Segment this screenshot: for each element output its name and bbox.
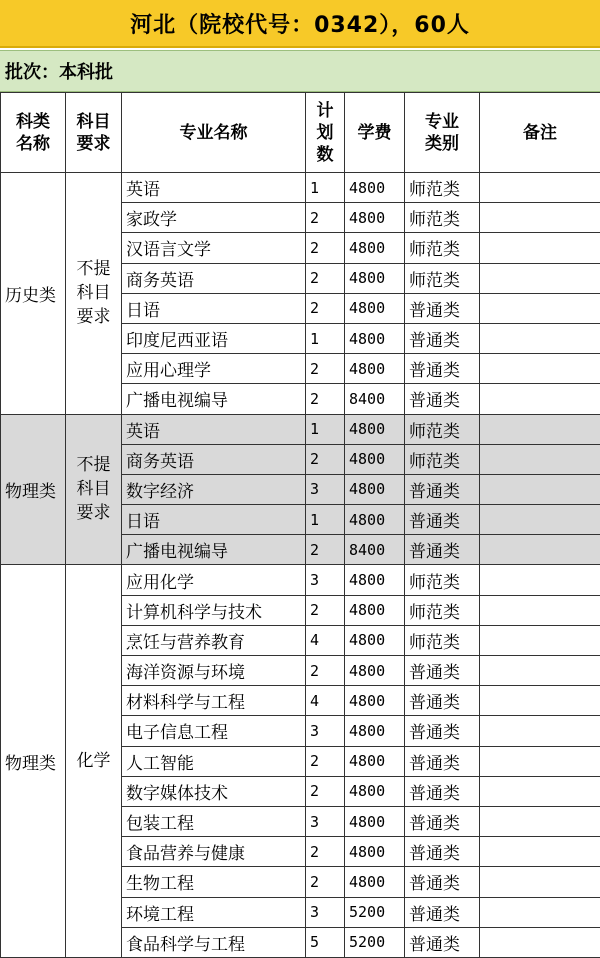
type-cell: 普通类 <box>405 927 480 957</box>
notes-cell <box>480 293 600 323</box>
header-plan: 计划数 <box>306 93 345 173</box>
plan-cell: 2 <box>306 595 345 625</box>
plan-cell: 2 <box>306 354 345 384</box>
plan-cell: 2 <box>306 263 345 293</box>
notes-cell <box>480 233 600 263</box>
plan-cell: 2 <box>306 837 345 867</box>
major-cell: 电子信息工程 <box>122 716 306 746</box>
major-cell: 家政学 <box>122 203 306 233</box>
fee-cell: 4800 <box>345 565 405 595</box>
batch-label: 批次：本科批 <box>0 50 600 92</box>
type-cell: 师范类 <box>405 233 480 263</box>
plan-cell: 2 <box>306 535 345 565</box>
major-cell: 数字媒体技术 <box>122 776 306 806</box>
table-row <box>1 173 600 203</box>
fee-cell: 8400 <box>345 535 405 565</box>
notes-cell <box>480 535 600 565</box>
notes-cell <box>480 414 600 444</box>
notes-cell <box>480 776 600 806</box>
plan-cell: 2 <box>306 384 345 414</box>
major-cell: 日语 <box>122 293 306 323</box>
fee-cell: 4800 <box>345 444 405 474</box>
fee-cell: 4800 <box>345 233 405 263</box>
requirement-line: 不提 <box>76 259 111 280</box>
plan-cell: 2 <box>306 776 345 806</box>
type-cell: 普通类 <box>405 837 480 867</box>
notes-cell <box>480 444 600 474</box>
plan-cell: 2 <box>306 656 345 686</box>
notes-cell <box>480 173 600 203</box>
notes-cell <box>480 565 600 595</box>
plan-cell: 2 <box>306 867 345 897</box>
notes-cell <box>480 323 600 353</box>
notes-cell <box>480 625 600 655</box>
plan-cell: 1 <box>306 505 345 535</box>
table-row <box>1 414 600 444</box>
requirement-cell: 化学 <box>66 565 122 957</box>
category-cell: 物理类 <box>1 414 66 565</box>
plan-cell: 4 <box>306 625 345 655</box>
admission-plan-table <box>0 92 600 958</box>
major-cell: 材料科学与工程 <box>122 686 306 716</box>
plan-cell: 2 <box>306 203 345 233</box>
header-fee: 学费 <box>345 93 405 173</box>
notes-cell <box>480 595 600 625</box>
header-requirement: 科目要求 <box>66 93 122 173</box>
requirement-line: 科目 <box>76 479 111 500</box>
type-cell: 师范类 <box>405 263 480 293</box>
major-cell: 商务英语 <box>122 263 306 293</box>
type-cell: 普通类 <box>405 897 480 927</box>
fee-cell: 5200 <box>345 897 405 927</box>
plan-cell: 1 <box>306 173 345 203</box>
major-cell: 食品科学与工程 <box>122 927 306 957</box>
fee-cell: 4800 <box>345 414 405 444</box>
notes-cell <box>480 474 600 504</box>
type-cell: 普通类 <box>405 293 480 323</box>
major-cell: 英语 <box>122 173 306 203</box>
table-row <box>1 565 600 595</box>
type-cell: 普通类 <box>405 776 480 806</box>
notes-cell <box>480 263 600 293</box>
major-cell: 应用化学 <box>122 565 306 595</box>
plan-cell: 5 <box>306 927 345 957</box>
category-cell: 历史类 <box>1 173 66 415</box>
major-cell: 数字经济 <box>122 474 306 504</box>
fee-cell: 4800 <box>345 625 405 655</box>
notes-cell <box>480 203 600 233</box>
type-cell: 师范类 <box>405 203 480 233</box>
major-cell: 印度尼西亚语 <box>122 323 306 353</box>
notes-cell <box>480 927 600 957</box>
plan-cell: 3 <box>306 474 345 504</box>
header-type: 专业类别 <box>405 93 480 173</box>
major-cell: 英语 <box>122 414 306 444</box>
notes-cell <box>480 867 600 897</box>
type-cell: 师范类 <box>405 565 480 595</box>
table-body <box>1 173 600 958</box>
table-header-row <box>1 93 600 173</box>
plan-cell: 2 <box>306 444 345 474</box>
type-cell: 师范类 <box>405 595 480 625</box>
major-cell: 生物工程 <box>122 867 306 897</box>
fee-cell: 4800 <box>345 716 405 746</box>
plan-cell: 2 <box>306 746 345 776</box>
plan-cell: 1 <box>306 414 345 444</box>
header-category: 科类名称 <box>1 93 66 173</box>
plan-cell: 1 <box>306 323 345 353</box>
type-cell: 师范类 <box>405 444 480 474</box>
type-cell: 普通类 <box>405 656 480 686</box>
type-cell: 普通类 <box>405 867 480 897</box>
fee-cell: 4800 <box>345 203 405 233</box>
major-cell: 海洋资源与环境 <box>122 656 306 686</box>
type-cell: 普通类 <box>405 505 480 535</box>
major-cell: 汉语言文学 <box>122 233 306 263</box>
notes-cell <box>480 746 600 776</box>
fee-cell: 4800 <box>345 746 405 776</box>
major-cell: 广播电视编导 <box>122 535 306 565</box>
type-cell: 普通类 <box>405 806 480 836</box>
plan-cell: 3 <box>306 716 345 746</box>
type-cell: 普通类 <box>405 323 480 353</box>
type-cell: 师范类 <box>405 414 480 444</box>
notes-cell <box>480 656 600 686</box>
fee-cell: 4800 <box>345 474 405 504</box>
notes-cell <box>480 897 600 927</box>
major-cell: 日语 <box>122 505 306 535</box>
type-cell: 普通类 <box>405 686 480 716</box>
notes-cell <box>480 686 600 716</box>
header-major: 专业名称 <box>122 93 306 173</box>
major-cell: 人工智能 <box>122 746 306 776</box>
fee-cell: 4800 <box>345 173 405 203</box>
fee-cell: 5200 <box>345 927 405 957</box>
fee-cell: 4800 <box>345 323 405 353</box>
requirement-cell <box>66 173 122 415</box>
type-cell: 普通类 <box>405 384 480 414</box>
fee-cell: 4800 <box>345 867 405 897</box>
fee-cell: 8400 <box>345 384 405 414</box>
notes-cell <box>480 716 600 746</box>
type-cell: 普通类 <box>405 746 480 776</box>
notes-cell <box>480 354 600 384</box>
type-cell: 师范类 <box>405 173 480 203</box>
major-cell: 食品营养与健康 <box>122 837 306 867</box>
category-cell: 物理类 <box>1 565 66 957</box>
fee-cell: 4800 <box>345 776 405 806</box>
type-cell: 师范类 <box>405 625 480 655</box>
plan-cell: 3 <box>306 565 345 595</box>
major-cell: 包装工程 <box>122 806 306 836</box>
notes-cell <box>480 505 600 535</box>
type-cell: 普通类 <box>405 716 480 746</box>
major-cell: 计算机科学与技术 <box>122 595 306 625</box>
major-cell: 环境工程 <box>122 897 306 927</box>
requirement-line: 要求 <box>76 307 111 328</box>
major-cell: 应用心理学 <box>122 354 306 384</box>
header-notes: 备注 <box>480 93 600 173</box>
major-cell: 烹饪与营养教育 <box>122 625 306 655</box>
type-cell: 普通类 <box>405 535 480 565</box>
plan-cell: 2 <box>306 293 345 323</box>
fee-cell: 4800 <box>345 656 405 686</box>
plan-cell: 3 <box>306 897 345 927</box>
fee-cell: 4800 <box>345 806 405 836</box>
notes-cell <box>480 806 600 836</box>
fee-cell: 4800 <box>345 837 405 867</box>
fee-cell: 4800 <box>345 686 405 716</box>
page-title: 河北（院校代号：0342），60人 <box>0 0 600 48</box>
type-cell: 普通类 <box>405 474 480 504</box>
plan-cell: 3 <box>306 806 345 836</box>
fee-cell: 4800 <box>345 293 405 323</box>
type-cell: 普通类 <box>405 354 480 384</box>
fee-cell: 4800 <box>345 595 405 625</box>
requirement-line: 要求 <box>76 503 111 524</box>
requirement-line: 不提 <box>76 455 111 476</box>
requirement-line: 科目 <box>76 283 111 304</box>
major-cell: 广播电视编导 <box>122 384 306 414</box>
fee-cell: 4800 <box>345 354 405 384</box>
fee-cell: 4800 <box>345 505 405 535</box>
plan-cell: 4 <box>306 686 345 716</box>
notes-cell <box>480 384 600 414</box>
fee-cell: 4800 <box>345 263 405 293</box>
plan-cell: 2 <box>306 233 345 263</box>
requirement-cell <box>66 414 122 565</box>
notes-cell <box>480 837 600 867</box>
major-cell: 商务英语 <box>122 444 306 474</box>
